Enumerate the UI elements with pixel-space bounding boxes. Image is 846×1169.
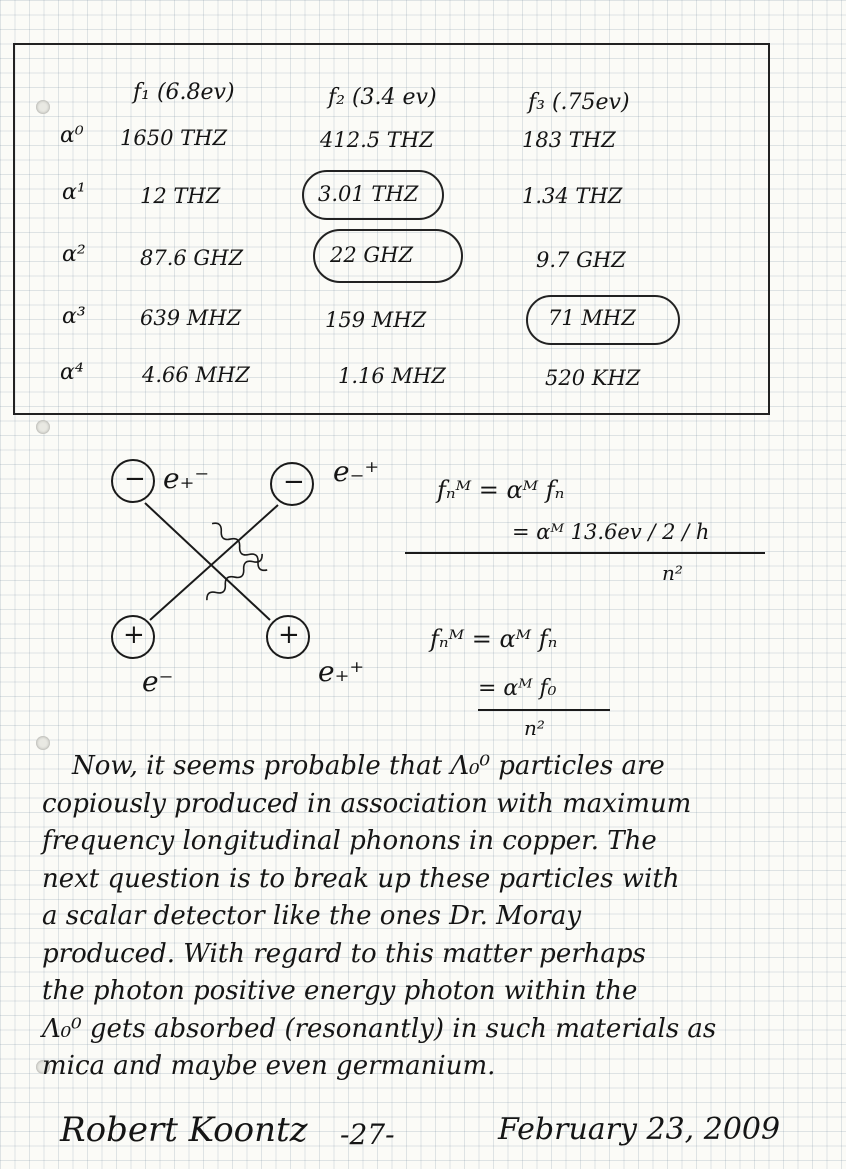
table-cell: 1.34 THZ — [522, 184, 623, 208]
table-cell: 1.16 MHZ — [338, 364, 446, 388]
spring-coil — [209, 521, 269, 573]
equation-line: fₙᴹ = αᴹ fₙ — [437, 476, 565, 504]
page-number: -27- — [340, 1118, 395, 1151]
particle-label: e⁻ — [142, 665, 174, 698]
binder-hole — [36, 420, 50, 434]
charge-sign: + — [278, 620, 300, 650]
charge-sign: − — [283, 467, 305, 497]
paragraph-line: frequency longitudinal phonons in copper. The — [42, 826, 657, 856]
paragraph-line: Now, it seems probable that Λ₀⁰ particles are — [72, 751, 665, 781]
charge-sign: + — [123, 620, 145, 650]
row-label-alpha0: α⁰ — [60, 123, 84, 148]
column-header-f2: f₂ (3.4 ev) — [328, 85, 437, 110]
equation-line: n² — [662, 561, 683, 585]
table-cell: 639 MHZ — [140, 306, 242, 330]
date: February 23, 2009 — [498, 1112, 781, 1147]
paragraph-line: mica and maybe even germanium. — [42, 1051, 496, 1081]
table-cell: 87.6 GHZ — [140, 246, 244, 270]
table-cell: 412.5 THZ — [320, 128, 434, 152]
paragraph-line: Λ₀⁰ gets absorbed (resonantly) in such materials as — [42, 1013, 717, 1044]
diagram-line — [150, 505, 278, 620]
table-cell-circled: 22 GHZ — [330, 243, 414, 267]
equation-line: fₙᴹ = αᴹ fₙ — [430, 625, 558, 653]
table-cell: 4.66 MHZ — [142, 363, 250, 387]
table-cell-circled: 71 MHZ — [548, 306, 636, 330]
equation-line: = αᴹ f₀ — [478, 676, 557, 701]
row-label-alpha4: α⁴ — [60, 360, 84, 385]
handwritten-paragraph — [42, 748, 812, 1086]
spring-coil — [204, 551, 264, 603]
equation-line: n² — [524, 716, 545, 740]
row-label-alpha3: α³ — [62, 304, 86, 329]
table-cell: 12 THZ — [140, 184, 221, 208]
particle-label: e₊⁻ — [163, 462, 210, 495]
paragraph-line: a scalar detector like the ones Dr. Moray — [42, 901, 582, 931]
table-cell: 520 KHZ — [545, 366, 641, 390]
column-header-f1: f₁ (6.8ev) — [133, 80, 235, 105]
particle-label: e₊⁺ — [318, 655, 365, 688]
row-label-alpha1: α¹ — [62, 180, 86, 205]
table-cell: 9.7 GHZ — [536, 248, 626, 272]
table-cell: 183 THZ — [522, 128, 616, 152]
paragraph-line: copiously produced in association with maximum — [42, 788, 692, 819]
table-cell-circled: 3.01 THZ — [318, 182, 419, 206]
charge-sign: − — [124, 464, 146, 494]
paragraph-line: the photon positive energy photon within the — [42, 976, 638, 1006]
table-cell: 159 MHZ — [325, 308, 427, 332]
row-label-alpha2: α² — [62, 242, 86, 267]
author-signature: Robert Koontz — [60, 1110, 308, 1150]
diagram-line — [145, 503, 270, 620]
particle-label: e₋⁺ — [333, 455, 380, 488]
paragraph-line: produced. With regard to this matter perhaps — [42, 938, 646, 969]
table-cell: 1650 THZ — [120, 126, 228, 150]
column-header-f3: f₃ (.75ev) — [528, 90, 630, 115]
equation-line: = αᴹ 13.6ev / 2 / h — [512, 520, 710, 544]
paragraph-line: next question is to break up these particles with — [42, 863, 680, 894]
